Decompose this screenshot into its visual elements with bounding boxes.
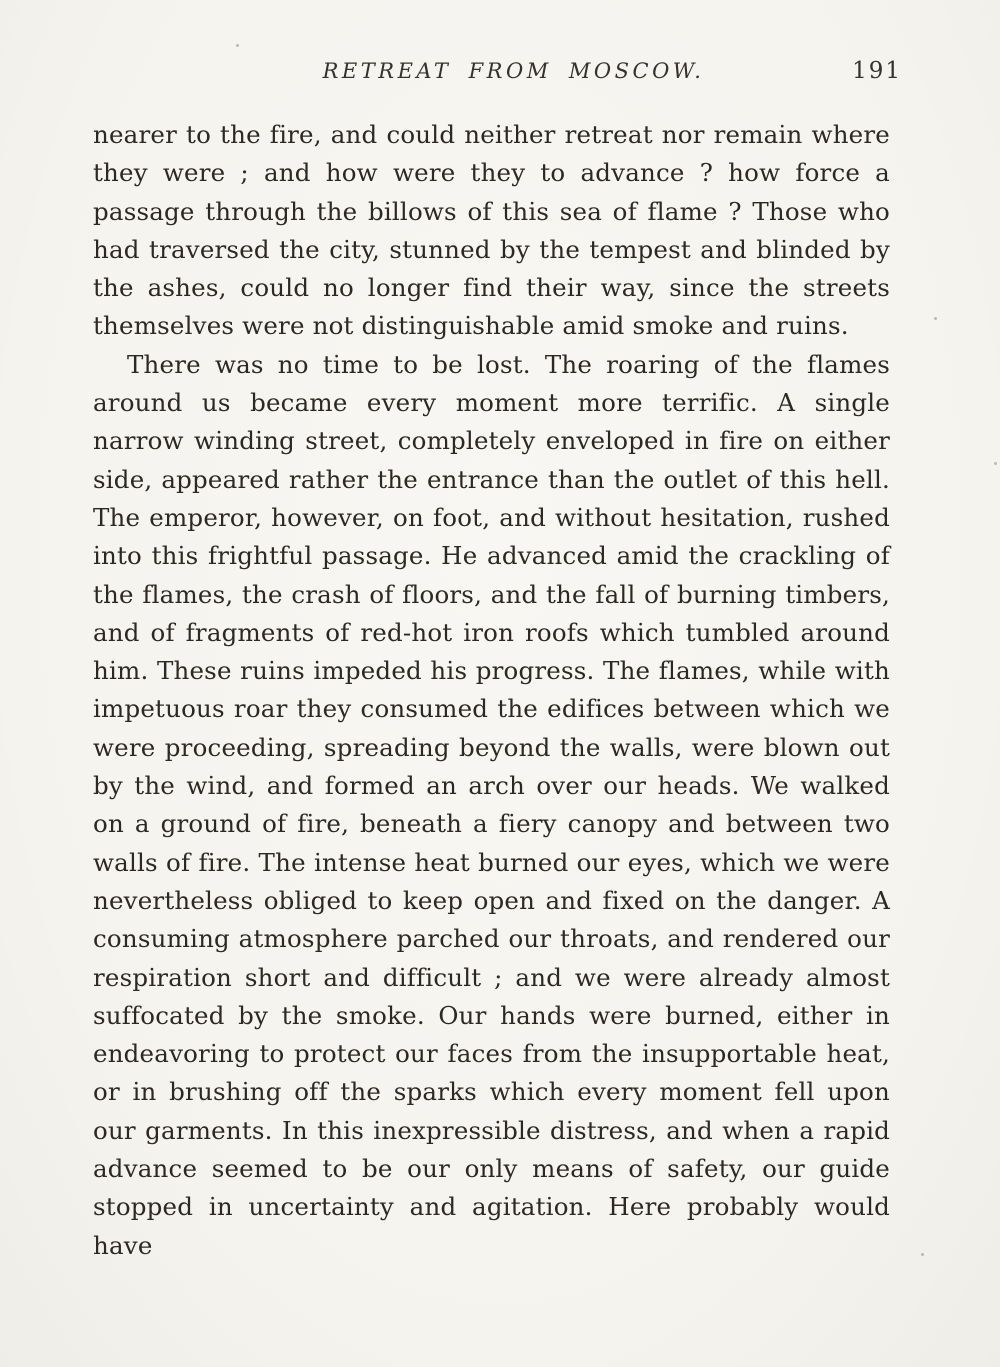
scan-speck: [994, 462, 997, 465]
body-text: [93, 116, 890, 1265]
running-title: RETREAT FROM MOSCOW.: [322, 59, 705, 83]
page-header: [95, 58, 902, 84]
page-number: 191: [852, 58, 902, 84]
scan-speck: [236, 44, 239, 47]
scan-speck: [934, 317, 937, 320]
paragraph: nearer to the fire, and could neither retreat nor remain where they were ; and how were they to advance ? how force a passage through the billows of this sea of flame ? Those who had traversed the city, stunned by the tempest and blinded by the ashes, could no longer find their way, since the streets themselves were not distinguishable amid smoke and ruins.: [93, 120, 890, 341]
scan-speck: [921, 1253, 924, 1256]
paragraph: There was no time to be lost. The roaring of the flames around us became every moment more terrific. A single narrow winding street, completely enveloped in fire on either side, appeared rather the entrance than the outlet of this hell. The emperor, however, on foot, and without hesitation, rushed into this frightful passage. He advanced amid the crackling of the flames, the crash of floors, and the fall of burning timbers, and of fragments of red-hot iron roofs which tumbled around him. These ruins impeded his progress. The flames, while with impetuous roar they consumed the edifices between which we were proceeding, spreading beyond the walls, were blown out by the wind, and formed an arch over our heads. We walked on a ground of fire, beneath a fiery canopy and between two walls of fire. The intense heat burned our eyes, which we were nevertheless obliged to keep open and fixed on the danger. A consuming atmosphere parched our throats, and rendered our respiration short and difficult ; and we were already almost suffocated by the smoke. Our hands were burned, either in endeavoring to protect our faces from the insupportable heat, or in brushing off the sparks which every moment fell upon our garments. In this inexpressible distress, and when a rapid advance seemed to be our only means of safety, our guide stopped in uncertainty and agitation. Here probably would have: [93, 349, 890, 1260]
